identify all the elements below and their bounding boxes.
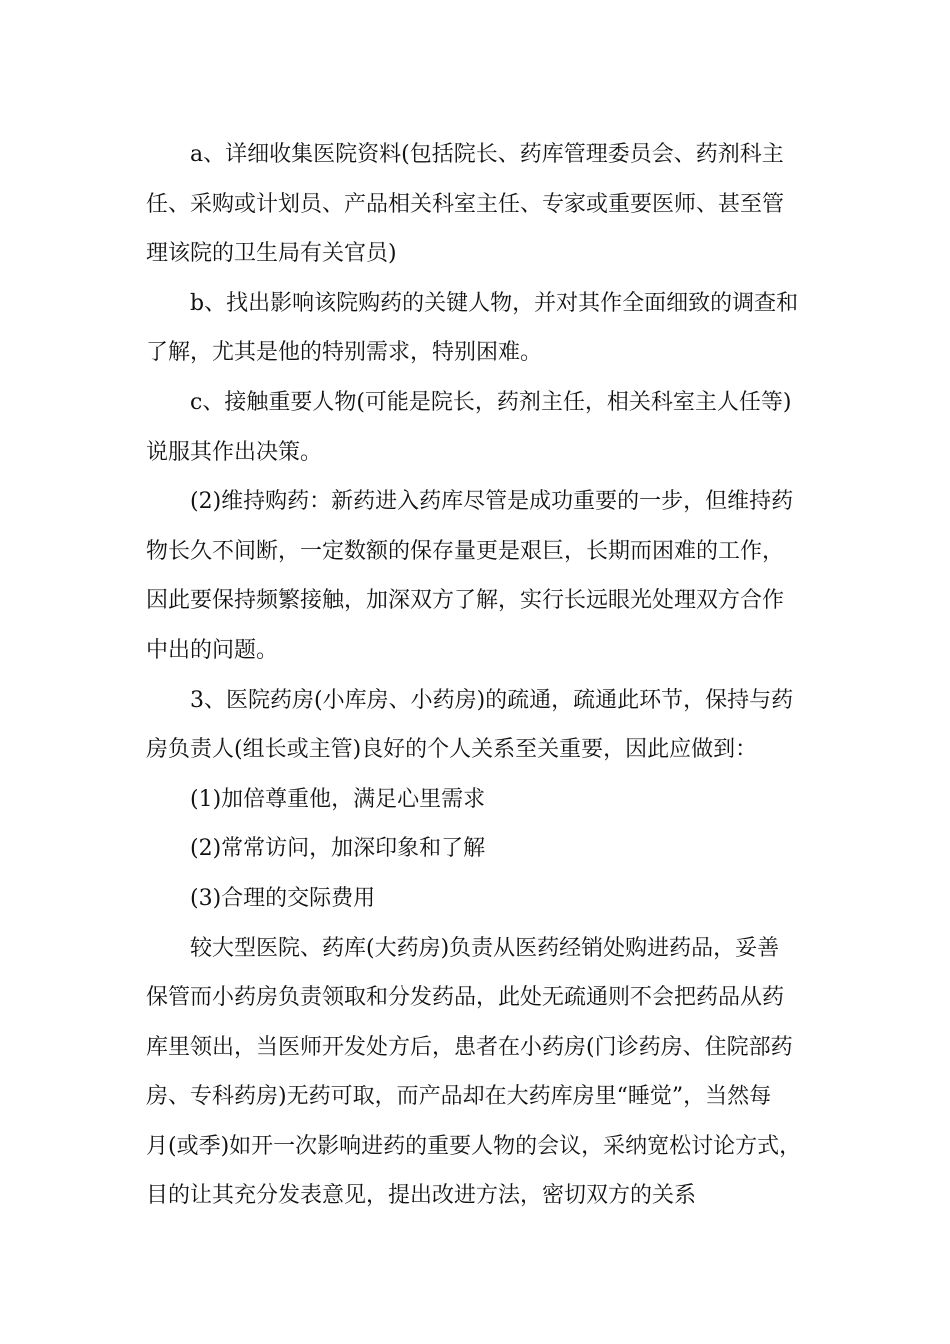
text-line: 房负责人(组长或主管)良好的个人关系至关重要，因此应做到： [146,737,758,763]
text-line: (2)维持购药：新药进入药库尽管是成功重要的一步，但维持药 [190,489,794,515]
text-line: 说服其作出决策。 [146,439,323,465]
text-line: b、找出影响该院购药的关键人物，并对其作全面细致的调查和 [190,290,799,316]
text-line: c、接触重要人物(可能是院长，药剂主任，相关科室主人任等) [190,389,792,415]
text-line: 保管而小药房负责领取和分发药品，此处无疏通则不会把药品从药 [146,985,785,1011]
text-line: (3)合理的交际费用 [190,885,376,911]
text-line: 月(或季)如开一次影响进药的重要人物的会议，采纳宽松讨论方式， [146,1133,802,1159]
text-line: 任、采购或计划员、产品相关科室主任、专家或重要医师、甚至管 [146,191,785,217]
text-line: 理该院的卫生局有关官员) [146,241,397,267]
text-line: 较大型医院、药库(大药房)负责从医药经销处购进药品，妥善 [190,935,780,961]
text-line: 3、医院药房(小库房、小药房)的疏通，疏通此环节，保持与药 [190,687,794,713]
text-line: 房、专科药房)无药可取，而产品却在大药库房里“睡觉”，当然每 [146,1084,772,1110]
text-line: 库里领出，当医师开发处方后，患者在小药房(门诊药房、住院部药 [146,1034,793,1060]
document-body [146,130,826,1221]
text-line: 目的让其充分发表意见，提出改进方法，密切双方的关系 [146,1183,697,1209]
text-line: (2)常常访问，加深印象和了解 [190,836,486,862]
text-line: 中出的问题。 [146,637,279,663]
text-line: 了解，尤其是他的特别需求，特别困难。 [146,340,543,366]
text-line: 物长久不间断，一定数额的保存量更是艰巨，长期而困难的工作， [146,538,785,564]
text-line: (1)加倍尊重他，满足心里需求 [190,786,486,812]
text-line: a、详细收集医院资料(包括院长、药库管理委员会、药剂科主 [190,142,784,167]
text-line: 因此要保持频繁接触，加深双方了解，实行长远眼光处理双方合作 [146,588,785,614]
